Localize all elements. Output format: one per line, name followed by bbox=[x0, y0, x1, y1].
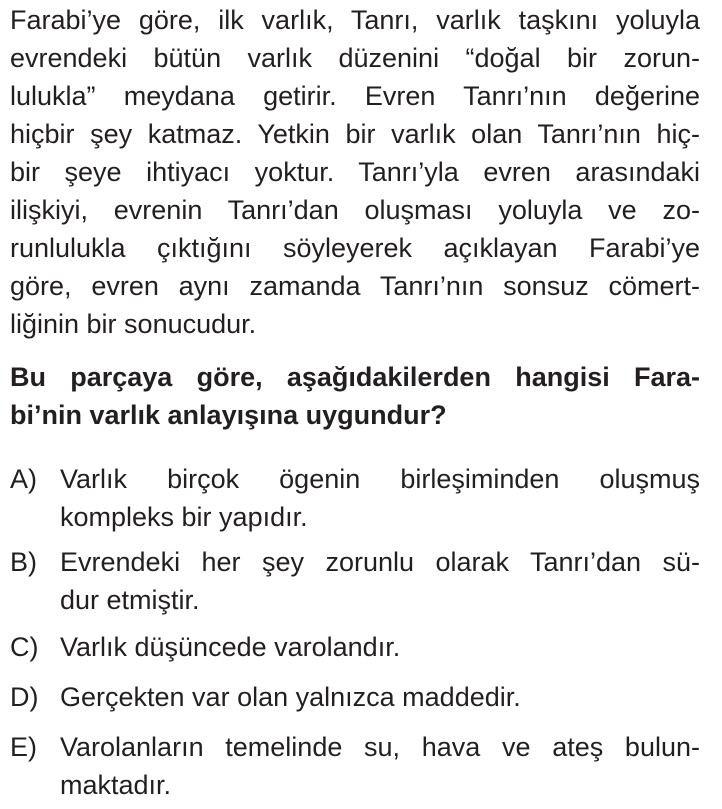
passage-line: evrendeki bütün varlık düzenini “doğal bir zorun- bbox=[10, 43, 700, 73]
option-text: Evrendeki her şey zorunlu olarak Tanrı’dan sü- bbox=[60, 547, 700, 577]
option-text: Varolanların temelinde su, hava ve ateş bulun- bbox=[60, 732, 700, 762]
question-line: bi’nin varlık anlayışına uygundur? bbox=[10, 400, 447, 430]
option-letter: C) bbox=[10, 632, 39, 662]
option-letter: D) bbox=[10, 682, 39, 712]
passage-line: lulukla” meydana getirir. Evren Tanrı’nın değerine bbox=[10, 81, 700, 111]
option-text: dur etmiştir. bbox=[60, 585, 200, 615]
passage-line: bir şeye ihtiyacı yoktur. Tanrı’yla evren arasındaki bbox=[10, 157, 700, 187]
option-letter: B) bbox=[10, 547, 37, 577]
option-text: kompleks bir yapıdır. bbox=[60, 502, 308, 532]
passage-line: runlulukla çıktığını söyleyerek açıklayan Farabi’ye bbox=[10, 233, 700, 263]
passage-line: ilişkiyi, evrenin Tanrı’dan oluşması yoluyla ve zo- bbox=[10, 195, 700, 225]
passage-line: göre, evren aynı zamanda Tanrı’nın sonsuz cömert- bbox=[10, 271, 700, 301]
option-text: Varlık birçok ögenin birleşiminden oluşmuş bbox=[60, 464, 700, 494]
question-line: Bu parçaya göre, aşağıdakilerden hangisi Fara- bbox=[10, 362, 700, 392]
option-letter: E) bbox=[10, 732, 37, 762]
option-text: maktadır. bbox=[60, 770, 172, 800]
passage-line: Farabi’ye göre, ilk varlık, Tanrı, varlık taşkını yoluyla bbox=[10, 5, 700, 35]
passage-line: hiçbir şey katmaz. Yetkin bir varlık olan Tanrı’nın hiç- bbox=[10, 119, 700, 149]
passage-line: liğinin bir sonucudur. bbox=[10, 309, 257, 339]
option-text: Gerçekten var olan yalnızca maddedir. bbox=[60, 682, 521, 712]
option-text: Varlık düşüncede varolandır. bbox=[60, 632, 401, 662]
option-letter: A) bbox=[10, 464, 37, 494]
